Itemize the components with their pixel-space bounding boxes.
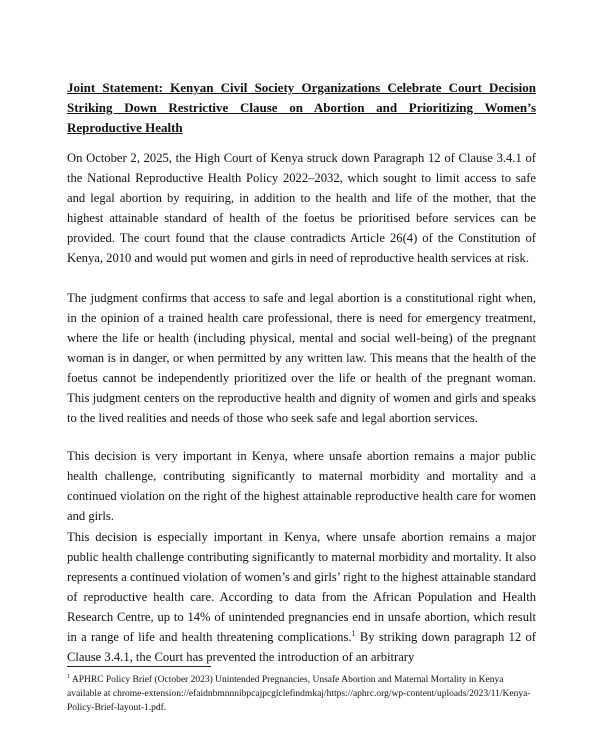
paragraph-judgment-confirms: The judgment confirms that access to safe and legal abortion is a constitutional right when, in the opinion of a trained health care professional, there is need for emergency treatment, where the life or health (including physical, mental and social well-being) of the pregnant woman is in danger, or when permitted by any written law. This means that the health of the foetus cannot be independently prioritized over the life or health of the pregnant woman. This judgment centers on the reproductive health and dignity of women and girls and speaks to the lived realities and needs of those who seek safe and legal abortion services. (67, 291, 536, 425)
paragraph-court-ruling: On October 2, 2025, the High Court of Kenya struck down Paragraph 12 of Clause 3.4.1 of the National Reproductive Health Policy 2022–2032, which sought to limit access to safe and legal abortion by requiring, in addition to the health and life of the mother, that the highest attainable standard of health of the foetus be prioritised before services can be provided. The court found that the clause contradicts Article 26(4) of the Constitution of Kenya, 2010 and would put women and girls in need of reproductive health services at risk. (67, 151, 536, 265)
footnote-divider (67, 666, 211, 667)
footnote-text: APHRC Policy Brief (October 2023) Unintended Pregnancies, Unsafe Abortion and Maternal Mortality in Kenya available at chrome-extension://efaidnbmnnnibpcajpcglclefindmkaj/https://aphrc.org/wp-content/uploads/2023/11/Kenya-Policy-Brief-layout-1.pdf. (67, 675, 531, 713)
paragraph-especially-important (67, 527, 536, 667)
paragraph-text: This decision is especially important in Kenya, where unsafe abortion remains a major public health challenge contributing significantly to maternal morbidity and mortality. It also represents a continued violation of women’s and girls’ right to the highest attainable standard of reproductive health care. According to data from the African Population and Health Research Centre, up to 14% of unintended pregnancies end in unsafe abortion, which result in a range of life and health threatening complications. (67, 530, 536, 644)
footnote-reference[interactable]: 1 (351, 628, 356, 638)
document-title: Joint Statement: Kenyan Civil Society Organizations Celebrate Court Decision Striking Down Restrictive Clause on Abortion and Prioritizing Women’s Reproductive Health (67, 80, 536, 135)
footnote (67, 673, 536, 715)
paragraph-text-continued: By striking down paragraph 12 of Clause 3.4.1, the Court has prevented the introduction of an arbitrary (67, 630, 536, 664)
paragraph-decision-importance: This decision is very important in Kenya, where unsafe abortion remains a major public health challenge, contributing significantly to maternal morbidity and mortality and a continued violation on the right of the highest attainable reproductive health care for women and girls. (67, 449, 536, 523)
footnote-marker: 1 (67, 673, 70, 680)
